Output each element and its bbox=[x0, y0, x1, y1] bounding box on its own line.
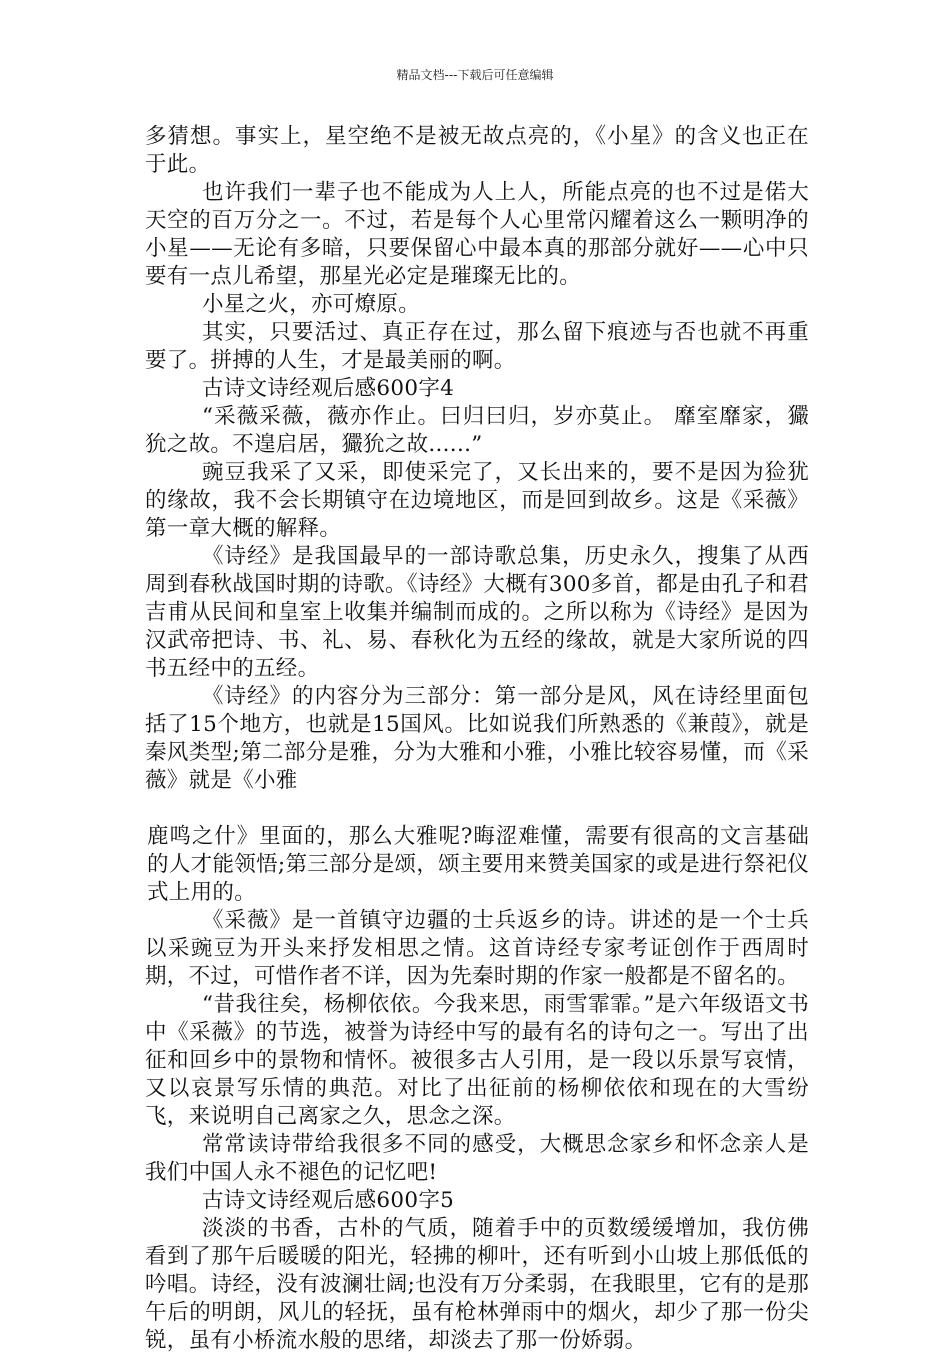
paragraph: 《诗经》是我国最早的一部诗歌总集，历史永久，搜集了从西周到春秋战国时期的诗歌。《诗经》大概有300多首，都是由孔子和君吉甫从民间和皇室上收集并编制而成的。之所以称为《诗经》是因为汉武帝把诗、书、礼、易、春秋化为五经的缘故，就是大家所说的四书五经中的五经。 bbox=[145, 544, 809, 681]
paragraph: 豌豆我采了又采，即使采完了，又长出来的，要不是因为猃犹的缘故，我不会长期镇守在边境地区，而是回到故乡。这是《采薇》第一章大概的解释。 bbox=[145, 460, 809, 541]
section-heading: 古诗文诗经观后感600字4 bbox=[202, 376, 455, 401]
paragraph-gap bbox=[145, 795, 809, 823]
paragraph: 《采薇》是一首镇守边疆的士兵返乡的诗。讲述的是一个士兵以采豌豆为开头来抒发相思之情。这首诗经专家考证创作于西周时期，不过，可惜作者不详，因为先秦时期的作家一般都是不留名的。 bbox=[145, 908, 809, 989]
paragraph: 也许我们一辈子也不能成为人上人，所能点亮的也不过是偌大天空的百万分之一。不过，若是每个人心里常闪耀着这么一颗明净的小星——无论有多暗，只要保留心中最本真的那部分就好——心中只要有一点儿希望，那星光必定是璀璨无比的。 bbox=[145, 180, 809, 289]
paragraph: 淡淡的书香，古朴的气质，随着手中的页数缓缓增加，我仿佛看到了那午后暖暖的阳光，轻拂的柳叶，还有听到小山坡上那低低的吟唱。诗经，没有波澜壮阔;也没有万分柔弱，在我眼里，它有的是那午后的明朗，风儿的轻抚，虽有枪林弹雨中的烟火，却少了那一份尖锐，虽有小桥流水般的思绪，却淡去了那一份娇弱。 bbox=[145, 1216, 809, 1353]
paragraph: 《诗经》的内容分为三部分：第一部分是风，风在诗经里面包括了15个地方，也就是15国风。比如说我们所熟悉的《兼葭》，就是秦风类型;第二部分是雅，分为大雅和小雅，小雅比较容易懂，而《采薇》就是《小雅 bbox=[145, 684, 809, 793]
paragraph: 小星之火，亦可燎原。 bbox=[202, 292, 421, 317]
page-header: 精品文档---下载后可任意编辑 bbox=[396, 68, 554, 82]
paragraph: 其实，只要活过、真正存在过，那么留下痕迹与否也就不再重要了。拼搏的人生，才是最美丽的啊。 bbox=[145, 320, 809, 373]
document-body bbox=[145, 123, 809, 1355]
paragraph: “昔我往矣，杨柳依依。今我来思，雨雪霏霏。”是六年级语文书中《采薇》的节选，被誉为诗经中写的最有名的诗句之一。写出了出征和回乡中的景物和情怀。被很多古人引用，是一段以乐景写哀情，又以哀景写乐情的典范。对比了出征前的杨柳依依和现在的大雪纷飞，来说明自己离家之久，思念之深。 bbox=[145, 992, 809, 1129]
section-heading: 古诗文诗经观后感600字5 bbox=[202, 1188, 455, 1213]
paragraph: 常常读诗带给我很多不同的感受，大概思念家乡和怀念亲人是我们中国人永不褪色的记忆吧! bbox=[145, 1132, 809, 1185]
paragraph: 多猜想。事实上，星空绝不是被无故点亮的，《小星》的含义也正在于此。 bbox=[145, 124, 809, 177]
poem-quote: “采薇采薇，薇亦作止。曰归曰归，岁亦莫止。 靡室靡家，玁狁之故。不遑启居，玁狁之故......” bbox=[145, 404, 809, 457]
paragraph: 鹿鸣之什》里面的，那么大雅呢?晦涩难懂，需要有很高的文言基础的人才能领悟;第三部分是颂，颂主要用来赞美国家的或是进行祭祀仪式上用的。 bbox=[147, 824, 809, 905]
